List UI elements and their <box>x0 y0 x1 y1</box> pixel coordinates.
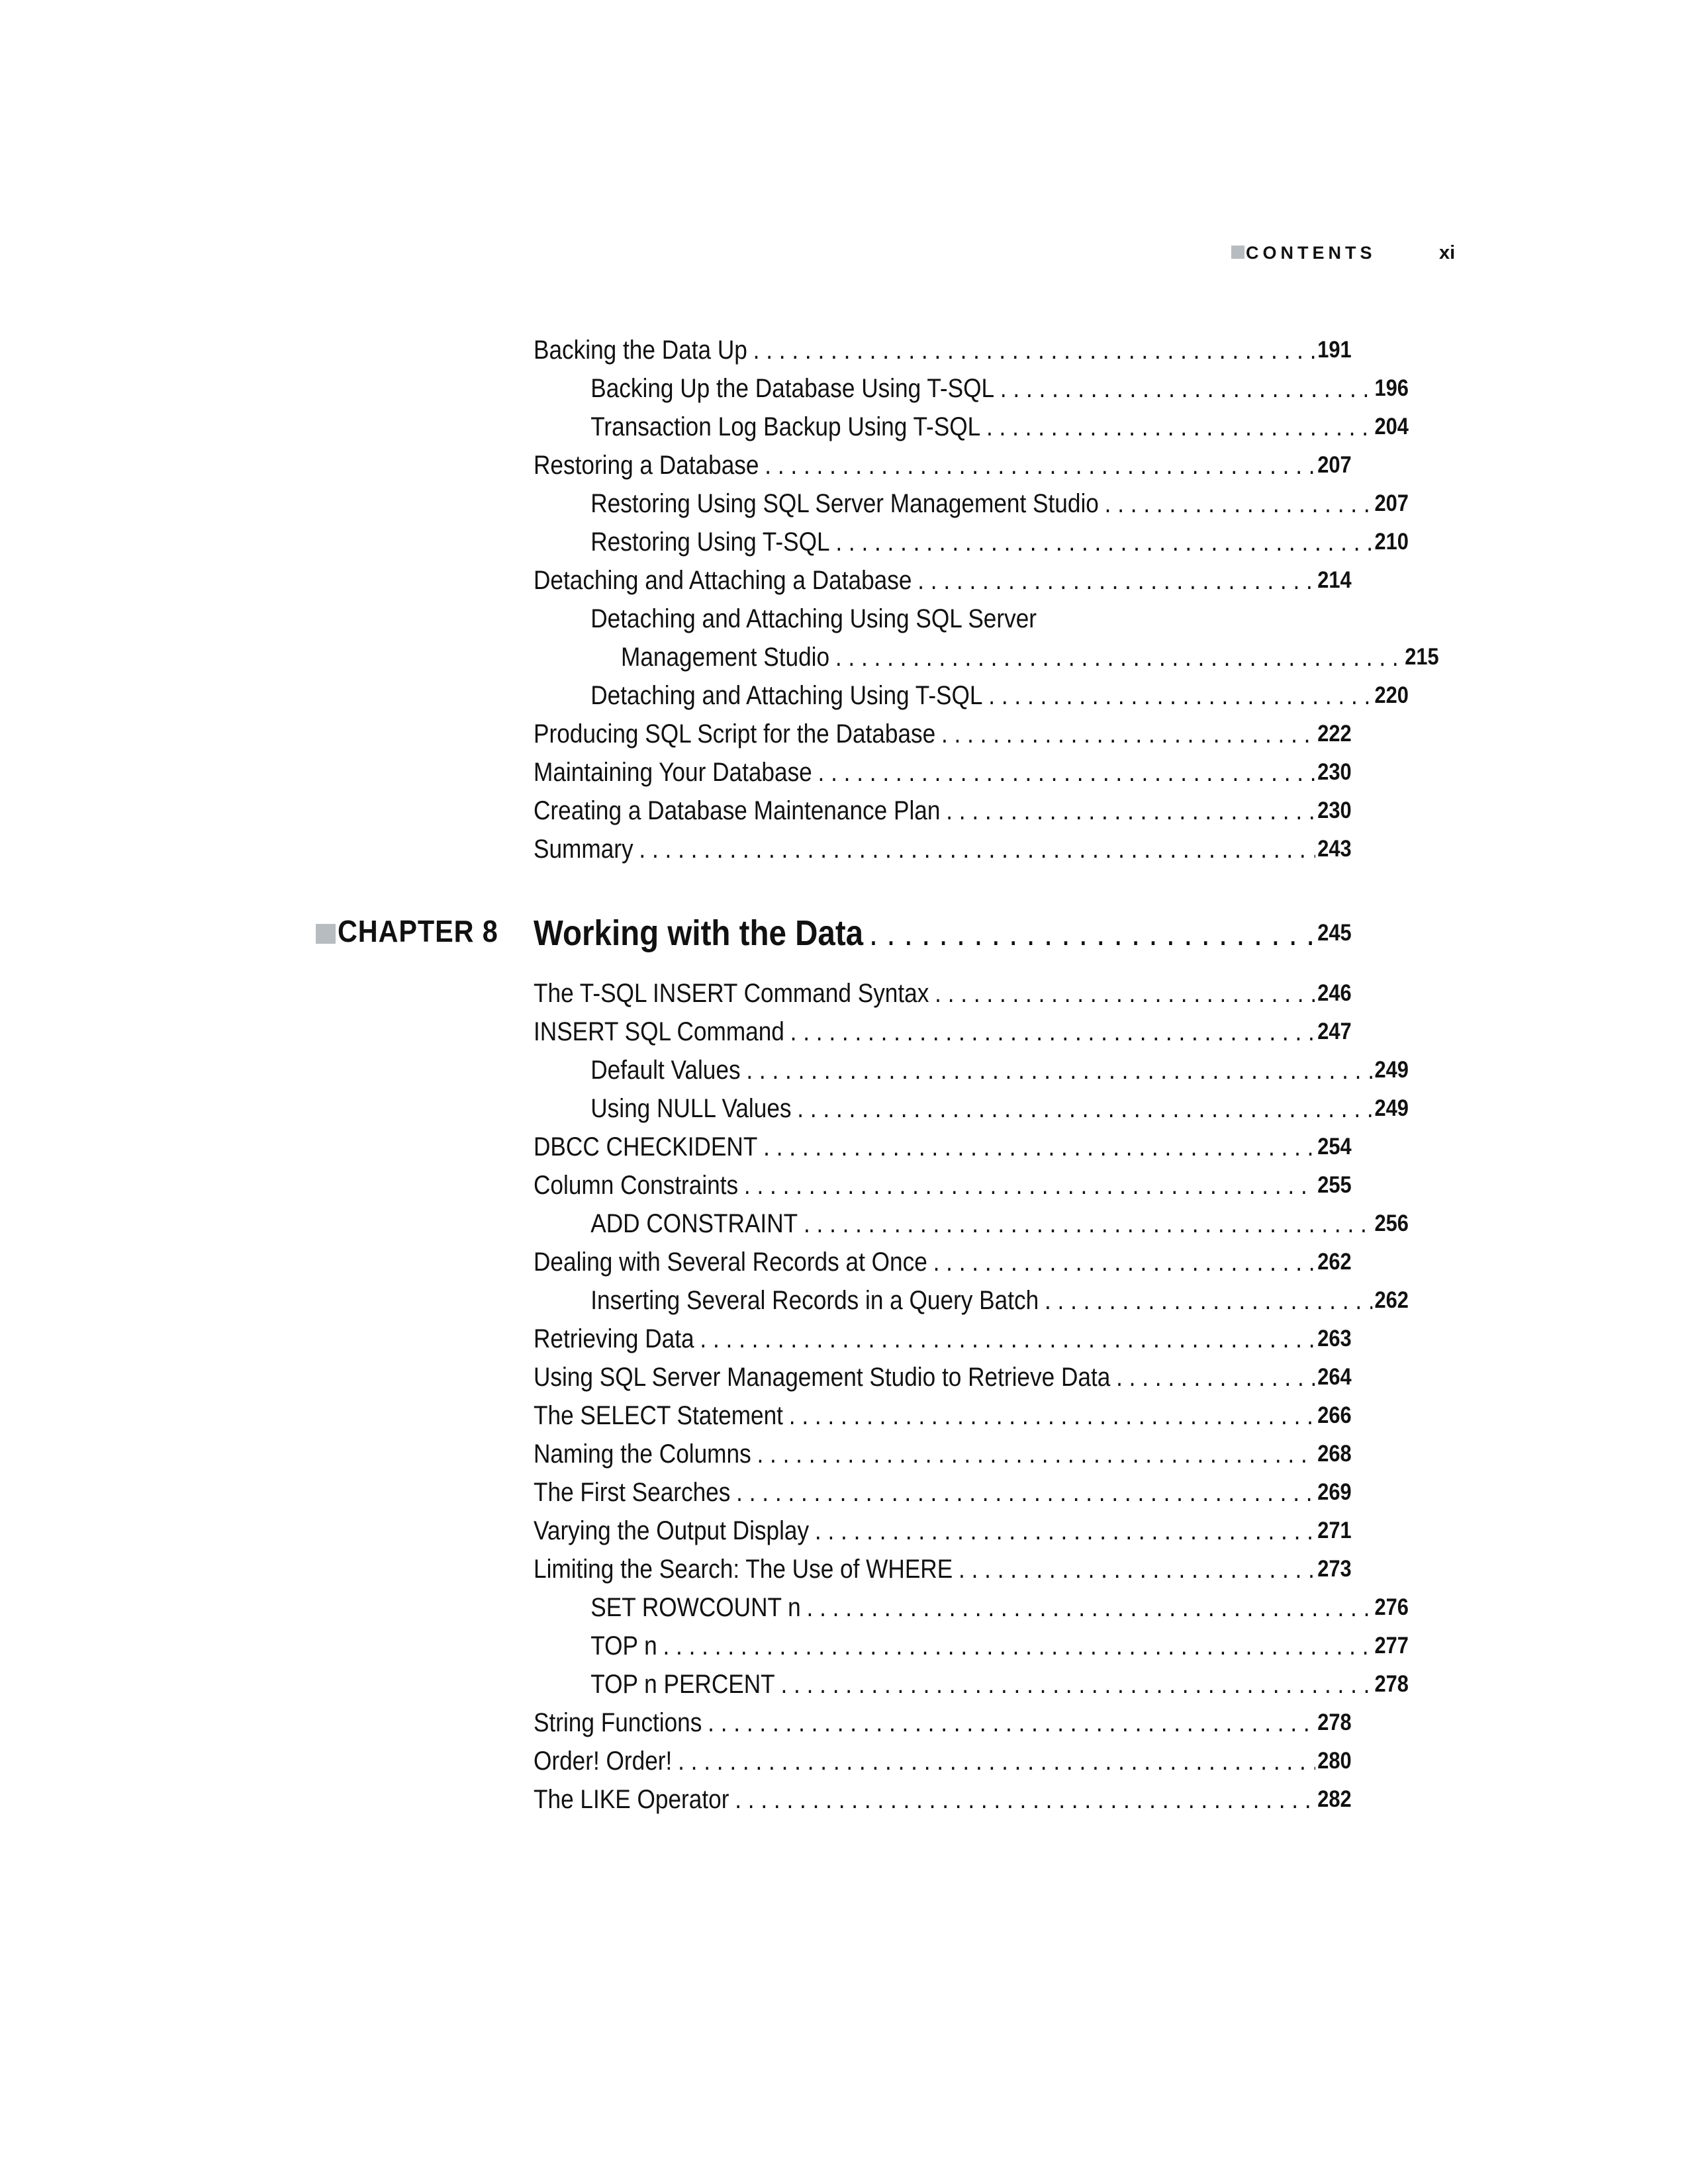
chapter-title-entry[interactable] <box>534 908 1352 954</box>
dot-leader <box>775 1668 1372 1701</box>
dot-leader <box>982 679 1372 712</box>
toc-entry-page: 254 <box>1317 1134 1352 1160</box>
header-square-icon <box>1231 246 1244 259</box>
dot-leader <box>994 372 1372 405</box>
dot-leader <box>953 1553 1315 1586</box>
toc-entry-page: 278 <box>1317 1709 1352 1735</box>
toc-entry-page: 256 <box>1374 1210 1409 1236</box>
toc-entry-page: 268 <box>1317 1441 1352 1467</box>
dot-leader <box>980 410 1372 443</box>
dot-leader <box>1039 1284 1372 1317</box>
toc-entry-title: Retrieving Data <box>534 1324 694 1353</box>
dot-leader <box>798 1207 1372 1240</box>
toc-entry[interactable] <box>534 1778 1352 1816</box>
toc-entry[interactable] <box>534 520 1409 559</box>
toc-entry-page: 249 <box>1374 1095 1409 1121</box>
toc-entry[interactable] <box>534 827 1352 866</box>
toc-entry[interactable] <box>534 712 1352 751</box>
dot-leader <box>751 1437 1315 1471</box>
toc-entry-title: Restoring a Database <box>534 451 759 480</box>
toc-entry-page: 266 <box>1317 1402 1352 1428</box>
dot-leader <box>757 1130 1315 1163</box>
dot-leader <box>657 1629 1372 1662</box>
toc-entry[interactable] <box>534 1317 1352 1355</box>
dot-leader <box>738 1169 1315 1202</box>
toc-entry-page: 214 <box>1317 567 1352 593</box>
toc-entry[interactable] <box>534 597 1409 635</box>
toc-entry[interactable] <box>534 674 1409 712</box>
toc-entry-page: 230 <box>1317 797 1352 823</box>
toc-entry[interactable] <box>534 482 1409 520</box>
toc-entry[interactable] <box>534 1701 1352 1739</box>
toc-entry-title: SET ROWCOUNT n <box>590 1593 801 1622</box>
toc-entry-title: Inserting Several Records in a Query Batch <box>590 1286 1039 1315</box>
header-label: CONTENTS <box>1246 243 1376 263</box>
toc-entry-title: Restoring Using SQL Server Management Studio <box>590 489 1099 518</box>
toc-entry-page: 276 <box>1374 1594 1409 1620</box>
chapter-page-number: 245 <box>1317 920 1352 946</box>
toc-entry-title: Default Values <box>590 1056 741 1085</box>
dot-leader <box>927 1246 1315 1279</box>
chapter-label: CHAPTER 8 <box>338 914 498 948</box>
dot-leader <box>1099 487 1372 520</box>
toc-section-chapter-7-continued <box>534 328 1439 866</box>
toc-entry-title: Naming the Columns <box>534 1439 751 1469</box>
dot-leader <box>694 1322 1315 1355</box>
dot-leader <box>759 449 1315 482</box>
toc-entry-page: 191 <box>1317 337 1352 363</box>
toc-entry[interactable] <box>534 1048 1409 1087</box>
toc-entry[interactable] <box>534 1547 1352 1586</box>
toc-entry[interactable] <box>534 789 1352 827</box>
dot-leader <box>783 1399 1315 1432</box>
toc-entry-page: 277 <box>1374 1633 1409 1659</box>
dot-leader <box>784 1015 1315 1048</box>
dot-leader <box>809 1514 1315 1547</box>
toc-entry-page: 204 <box>1374 414 1409 439</box>
toc-entry-title: Transaction Log Backup Using T-SQL <box>590 412 981 441</box>
toc-entry-page: 196 <box>1374 375 1409 401</box>
toc-entry-page: 207 <box>1374 490 1409 516</box>
toc-entry[interactable] <box>534 367 1409 405</box>
toc-entry-page: 210 <box>1374 529 1409 555</box>
toc-entry[interactable] <box>534 1240 1352 1279</box>
toc-entry-title: Restoring Using T-SQL <box>590 527 830 557</box>
toc-entry[interactable] <box>534 1010 1352 1048</box>
toc-entry[interactable] <box>534 1471 1352 1509</box>
toc-entry-title: The SELECT Statement <box>534 1401 783 1430</box>
toc-entry[interactable] <box>534 1202 1409 1240</box>
toc-entry-title: TOP n <box>590 1631 657 1661</box>
chapter-square-icon <box>316 924 336 944</box>
toc-entry-title: The First Searches <box>534 1478 731 1507</box>
toc-entry-page: 243 <box>1317 836 1352 862</box>
toc-entry-title: Maintaining Your Database <box>534 758 812 787</box>
toc-entry-page: 230 <box>1317 759 1352 785</box>
toc-entry[interactable] <box>534 1087 1409 1125</box>
toc-entry-title: Summary <box>534 835 633 864</box>
toc-entry-page: 247 <box>1317 1019 1352 1044</box>
toc-entry-page: 220 <box>1374 682 1409 708</box>
toc-entry-title: Limiting the Search: The Use of WHERE <box>534 1555 953 1584</box>
toc-entry-title: ADD CONSTRAINT <box>590 1209 798 1238</box>
dot-leader <box>929 977 1315 1010</box>
toc-entry-title: Detaching and Attaching a Database <box>534 566 912 595</box>
toc-entry-title: Detaching and Attaching Using SQL Server <box>590 604 1037 633</box>
toc-entry[interactable] <box>534 1432 1352 1471</box>
toc-entry-page: 222 <box>1317 721 1352 747</box>
dot-leader <box>741 1054 1372 1087</box>
toc-entry-page: 263 <box>1317 1326 1352 1351</box>
toc-entry-title: Using SQL Server Management Studio to Retrieve Data <box>534 1363 1111 1392</box>
dot-leader <box>830 525 1372 559</box>
toc-entry[interactable] <box>534 1624 1409 1662</box>
toc-entry-title: Using NULL Values <box>590 1094 792 1123</box>
toc-entry[interactable] <box>534 1586 1409 1624</box>
toc-entry[interactable] <box>534 1739 1352 1778</box>
toc-entry-page: 249 <box>1374 1057 1409 1083</box>
dot-leader <box>940 794 1315 827</box>
toc-entry[interactable] <box>534 751 1352 789</box>
toc-entry-title: DBCC CHECKIDENT <box>534 1132 758 1161</box>
dot-leader <box>935 717 1315 751</box>
dot-leader <box>633 833 1315 866</box>
toc-entry[interactable] <box>534 443 1352 482</box>
toc-entry-title: Backing the Data Up <box>534 336 747 365</box>
toc-entry-page: 282 <box>1317 1786 1352 1812</box>
toc-entry-page: 255 <box>1317 1172 1352 1198</box>
toc-entry-title: TOP n PERCENT <box>590 1670 775 1699</box>
toc-entry[interactable] <box>534 1355 1352 1394</box>
dot-leader <box>672 1745 1315 1778</box>
dot-leader <box>829 641 1403 674</box>
toc-entry-page: 207 <box>1317 452 1352 478</box>
toc-entry-title: Backing Up the Database Using T-SQL <box>590 374 995 403</box>
toc-entry-title: String Functions <box>534 1708 702 1737</box>
toc-entry-page: 262 <box>1317 1249 1352 1275</box>
toc-entry-page: 264 <box>1317 1364 1352 1390</box>
dot-leader <box>729 1783 1315 1816</box>
header-page-number: xi <box>1439 242 1456 263</box>
toc-entry-title: Creating a Database Maintenance Plan <box>534 796 941 825</box>
toc-entry[interactable] <box>534 328 1352 367</box>
toc-entry-title: The LIKE Operator <box>534 1785 729 1814</box>
dot-leader <box>1110 1361 1315 1394</box>
toc-entry-title: Order! Order! <box>534 1747 673 1776</box>
dot-leader <box>863 912 1315 954</box>
toc-entry-title: Management Studio <box>621 643 830 672</box>
toc-entry-page: 278 <box>1374 1671 1409 1697</box>
toc-entry-page: 280 <box>1317 1748 1352 1774</box>
toc-entry[interactable] <box>534 1125 1352 1163</box>
toc-entry-title: Detaching and Attaching Using T-SQL <box>590 681 983 710</box>
dot-leader <box>702 1706 1315 1739</box>
toc-entry-title: Column Constraints <box>534 1171 739 1200</box>
toc-entry-page: 215 <box>1405 644 1439 670</box>
toc-entry[interactable] <box>534 1279 1409 1317</box>
toc-entry-page: 269 <box>1317 1479 1352 1505</box>
toc-section-chapter-8 <box>534 972 1409 1816</box>
toc-entry[interactable] <box>534 1509 1352 1547</box>
dot-leader <box>801 1591 1372 1624</box>
dot-leader <box>912 564 1315 597</box>
toc-entry[interactable] <box>534 1662 1409 1701</box>
running-header <box>1231 241 1470 267</box>
toc-entry-title: The T-SQL INSERT Command Syntax <box>534 979 929 1008</box>
dot-leader <box>791 1092 1372 1125</box>
toc-entry[interactable] <box>534 405 1409 443</box>
dot-leader <box>747 334 1315 367</box>
toc-entry-page: 271 <box>1317 1518 1352 1543</box>
dot-leader <box>812 756 1315 789</box>
toc-entry-title: Varying the Output Display <box>534 1516 810 1545</box>
toc-entry[interactable] <box>534 559 1352 597</box>
toc-entry-page: 246 <box>1317 980 1352 1006</box>
chapter-title: Working with the Data <box>534 913 864 953</box>
toc-entry[interactable] <box>534 1163 1352 1202</box>
toc-entry[interactable] <box>534 1394 1352 1432</box>
dot-leader <box>730 1476 1315 1509</box>
toc-entry[interactable] <box>534 972 1352 1010</box>
toc-entry-title: INSERT SQL Command <box>534 1017 784 1046</box>
toc-entry-page: 262 <box>1374 1287 1409 1313</box>
toc-entry[interactable] <box>534 635 1439 674</box>
toc-entry-title: Producing SQL Script for the Database <box>534 719 936 749</box>
toc-entry-page: 273 <box>1317 1556 1352 1582</box>
chapter-heading <box>0 904 1688 957</box>
toc-entry-title: Dealing with Several Records at Once <box>534 1248 927 1277</box>
